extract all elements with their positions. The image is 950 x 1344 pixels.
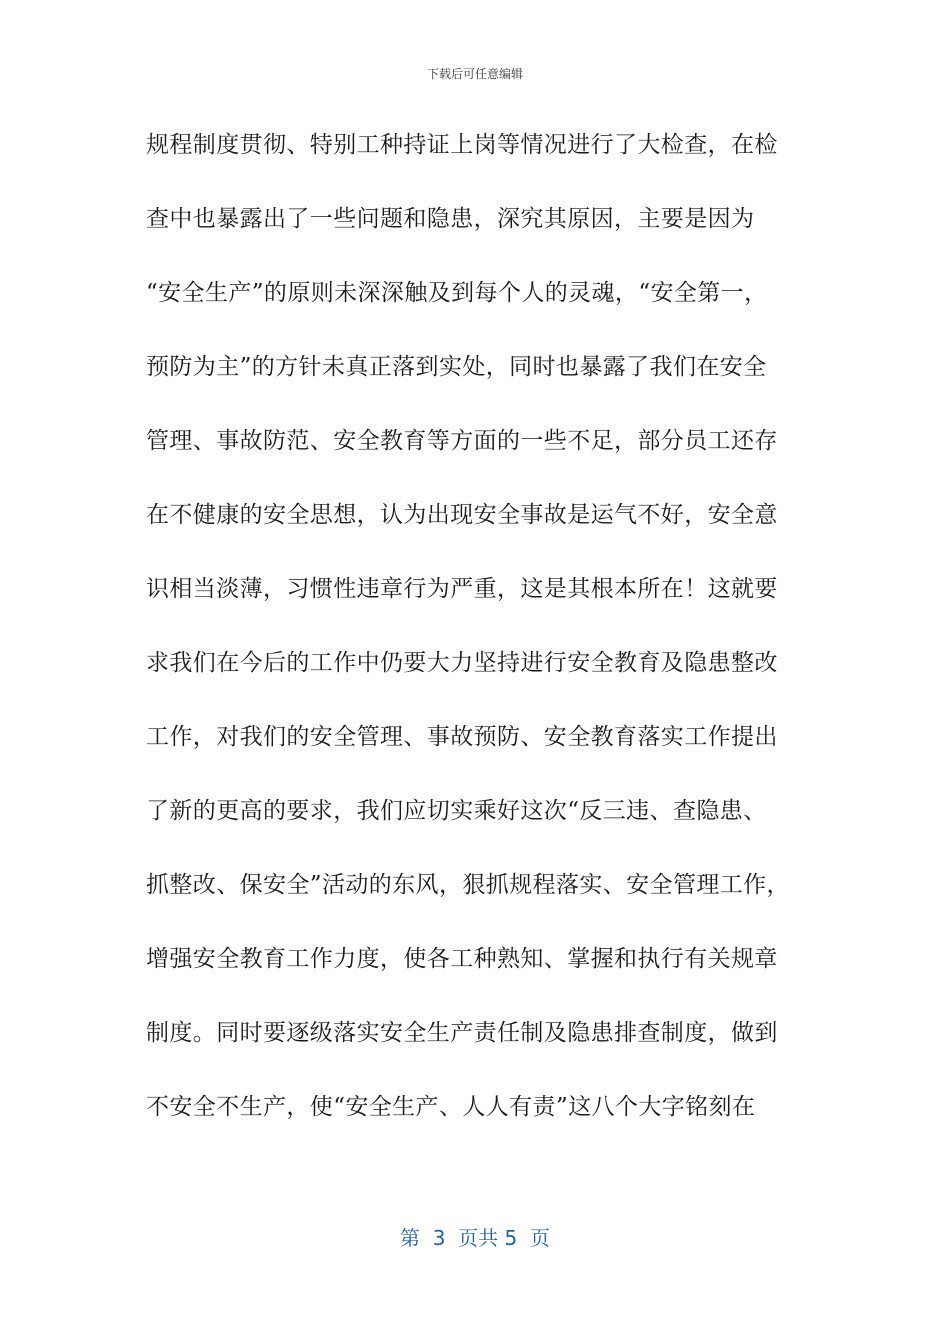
text-line: 识相当淡薄，习惯性违章行为严重，这是其根本所在！这就要 — [146, 576, 778, 602]
text-line: 制度。同时要逐级落实安全生产责任制及隐患排查制度，做到 — [146, 1020, 778, 1046]
text-line: 查中也暴露出了一些问题和隐患，深究其原因，主要是因为 — [146, 206, 755, 232]
text-line: 管理、事故防范、安全教育等方面的一些不足，部分员工还存 — [146, 428, 778, 454]
text-line: 不安全不生产，使“安全生产、人人有责”这八个大字铭刻在 — [146, 1094, 756, 1120]
text-line: 求我们在今后的工作中仍要大力坚持进行安全教育及隐患整改 — [146, 650, 778, 676]
text-line: 预防为主”的方针未真正落到实处，同时也暴露了我们在安全 — [146, 354, 767, 380]
text-line: 规程制度贯彻、特别工种持证上岗等情况进行了大检查，在检 — [146, 132, 778, 158]
text-line: 在不健康的安全思想，认为出现安全事故是运气不好，安全意 — [146, 502, 778, 528]
text-line: 工作，对我们的安全管理、事故预防、安全教育落实工作提出 — [146, 724, 778, 750]
text-line: 增强安全教育工作力度，使各工种熟知、掌握和执行有关规章 — [146, 946, 778, 972]
page-header: 下载后可任意编辑 — [426, 67, 523, 81]
text-line: “安全生产”的原则未深深触及到每个人的灵魂，“安全第一， — [146, 280, 768, 306]
text-line: 了新的更高的要求，我们应切实乘好这次“反三违、查隐患、 — [146, 798, 767, 824]
text-line: 抓整改、保安全”活动的东风，狠抓规程落实、安全管理工作， — [146, 872, 790, 898]
body-text — [146, 125, 816, 1161]
page-number-footer: 第 3 页共 5 页 — [400, 1226, 550, 1250]
